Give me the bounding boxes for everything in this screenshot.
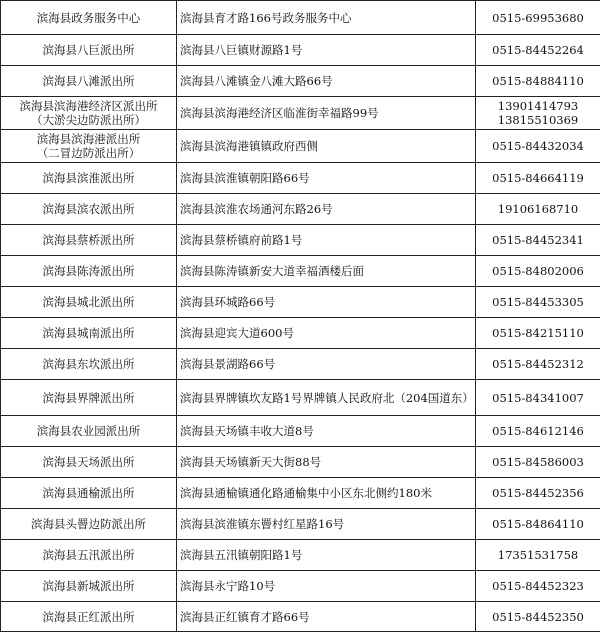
table-row — [1, 130, 600, 163]
address-cell — [177, 509, 476, 540]
table-row — [1, 256, 600, 287]
station-name-cell — [1, 349, 177, 380]
address-cell — [177, 380, 476, 416]
station-name-cell — [1, 97, 177, 130]
station-phone: 0515-84586003 — [479, 455, 597, 469]
address-cell — [177, 130, 476, 163]
phone-cell — [476, 256, 600, 287]
address-cell — [177, 194, 476, 225]
station-phone: 0515-84453305 — [479, 295, 597, 309]
station-name: 滨海县头罾边防派出所 — [4, 517, 173, 531]
station-name: 滨海县农业园派出所 — [4, 424, 173, 438]
station-address: 滨海县天场镇丰收大道8号 — [180, 424, 314, 438]
station-phone: 0515-84432034 — [479, 139, 597, 153]
station-phone: 0515-84215110 — [479, 326, 597, 340]
station-name: 滨海县五汛派出所 — [4, 548, 173, 562]
station-name: 滨海县蔡桥派出所 — [4, 233, 173, 247]
station-address: 滨海县滨淮农场通河东路26号 — [180, 202, 333, 216]
station-name: 滨海县八滩派出所 — [4, 74, 173, 88]
table-row — [1, 97, 600, 130]
station-name-cell — [1, 130, 177, 163]
phone-cell — [476, 287, 600, 318]
table-row — [1, 416, 600, 447]
phone-cell — [476, 447, 600, 478]
address-cell — [177, 35, 476, 66]
station-name-cell — [1, 380, 177, 416]
address-cell — [177, 287, 476, 318]
address-cell — [177, 540, 476, 571]
address-cell — [177, 571, 476, 602]
station-phone-alt: 13815510369 — [479, 113, 597, 127]
phone-cell — [476, 478, 600, 509]
station-address: 滨海县通榆镇通化路通榆集中小区东北侧约180米 — [180, 486, 432, 500]
station-phone: 0515-84864110 — [479, 517, 597, 531]
station-name-cell — [1, 225, 177, 256]
table-body — [1, 1, 600, 632]
station-name-cell — [1, 447, 177, 478]
station-name-cell — [1, 66, 177, 97]
station-name-cell — [1, 318, 177, 349]
station-alt-name: （二冒边防派出所） — [4, 146, 173, 160]
phone-cell — [476, 163, 600, 194]
table-row — [1, 478, 600, 509]
table-row — [1, 509, 600, 540]
station-name: 滨海县滨淮派出所 — [4, 171, 173, 185]
station-address: 滨海县正红镇育才路66号 — [180, 610, 310, 624]
phone-cell — [476, 380, 600, 416]
station-phone: 0515-69953680 — [479, 11, 597, 25]
station-address: 滨海县迎宾大道600号 — [180, 326, 294, 340]
station-address: 滨海县天场镇新天大街88号 — [180, 455, 321, 469]
station-address: 滨海县景湖路66号 — [180, 357, 275, 371]
station-name-cell — [1, 478, 177, 509]
phone-cell — [476, 130, 600, 163]
station-name: 滨海县滨海港经济区派出所 — [4, 99, 173, 113]
address-cell — [177, 225, 476, 256]
station-name-cell — [1, 416, 177, 447]
phone-cell — [476, 571, 600, 602]
station-name: 滨海县界牌派出所 — [4, 391, 173, 405]
phone-cell — [476, 225, 600, 256]
station-phone: 0515-84452356 — [479, 486, 597, 500]
phone-cell — [476, 66, 600, 97]
station-phone: 13901414793 — [479, 99, 597, 113]
table-row — [1, 1, 600, 35]
table-row — [1, 318, 600, 349]
table-row — [1, 447, 600, 478]
station-address: 滨海县永宁路10号 — [180, 579, 275, 593]
station-address: 滨海县滨海港镇镇政府西侧 — [180, 139, 318, 153]
table-row — [1, 225, 600, 256]
station-phone: 19106168710 — [479, 202, 597, 216]
phone-cell — [476, 540, 600, 571]
station-name-cell — [1, 540, 177, 571]
station-address: 滨海县八滩镇金八滩大路66号 — [180, 74, 333, 88]
station-name-cell — [1, 602, 177, 632]
station-phone: 0515-84452323 — [479, 579, 597, 593]
address-cell — [177, 256, 476, 287]
station-address: 滨海县滨海港经济区临淮街幸福路99号 — [180, 106, 379, 120]
phone-cell — [476, 602, 600, 632]
station-name-cell — [1, 287, 177, 318]
table-row — [1, 602, 600, 632]
station-name-cell — [1, 194, 177, 225]
station-name: 滨海县天场派出所 — [4, 455, 173, 469]
station-address: 滨海县蔡桥镇府前路1号 — [180, 233, 302, 247]
table-row — [1, 287, 600, 318]
address-cell — [177, 349, 476, 380]
phone-cell — [476, 349, 600, 380]
station-name: 滨海县东坎派出所 — [4, 357, 173, 371]
station-name: 滨海县滨海港派出所 — [4, 132, 173, 146]
station-phone: 0515-84884110 — [479, 74, 597, 88]
station-name-cell — [1, 509, 177, 540]
station-address: 滨海县育才路166号政务服务中心 — [180, 11, 351, 25]
address-cell — [177, 416, 476, 447]
address-cell — [177, 66, 476, 97]
station-name: 滨海县陈涛派出所 — [4, 264, 173, 278]
station-name: 滨海县正红派出所 — [4, 610, 173, 624]
station-name: 滨海县新城派出所 — [4, 579, 173, 593]
station-address: 滨海县滨淮镇朝阳路66号 — [180, 171, 310, 185]
station-alt-name: （大淤尖边防派出所） — [4, 113, 173, 127]
station-name-cell — [1, 35, 177, 66]
station-name-cell — [1, 256, 177, 287]
table-row — [1, 35, 600, 66]
table-row — [1, 540, 600, 571]
station-address: 滨海县五汛镇朝阳路1号 — [180, 548, 302, 562]
phone-cell — [476, 509, 600, 540]
station-name-cell — [1, 163, 177, 194]
phone-cell — [476, 1, 600, 35]
station-phone: 0515-84452341 — [479, 233, 597, 247]
station-address: 滨海县滨淮镇东罾村红星路16号 — [180, 517, 344, 531]
table-row — [1, 66, 600, 97]
station-address: 滨海县界牌镇坎友路1号界牌镇人民政府北（204国道东） — [180, 391, 474, 405]
address-cell — [177, 447, 476, 478]
phone-cell — [476, 194, 600, 225]
station-phone: 0515-84664119 — [479, 171, 597, 185]
station-name: 滨海县八巨派出所 — [4, 43, 173, 57]
phone-cell — [476, 416, 600, 447]
table-row — [1, 163, 600, 194]
station-name-cell — [1, 571, 177, 602]
station-phone: 0515-84452312 — [479, 357, 597, 371]
table-row — [1, 571, 600, 602]
station-address: 滨海县陈涛镇新安大道幸福酒楼后面 — [180, 264, 364, 278]
station-name: 滨海县政务服务中心 — [4, 11, 173, 25]
phone-cell — [476, 318, 600, 349]
station-phone: 17351531758 — [479, 548, 597, 562]
station-address: 滨海县八巨镇财源路1号 — [180, 43, 302, 57]
address-cell — [177, 163, 476, 194]
address-cell — [177, 97, 476, 130]
station-address: 滨海县环城路66号 — [180, 295, 275, 309]
station-phone: 0515-84341007 — [479, 391, 597, 405]
station-name: 滨海县滨农派出所 — [4, 202, 173, 216]
station-name: 滨海县通榆派出所 — [4, 486, 173, 500]
table-row — [1, 380, 600, 416]
phone-cell — [476, 35, 600, 66]
phone-cell — [476, 97, 600, 130]
table-row — [1, 194, 600, 225]
station-phone: 0515-84802006 — [479, 264, 597, 278]
address-cell — [177, 318, 476, 349]
station-name: 滨海县城北派出所 — [4, 295, 173, 309]
station-name: 滨海县城南派出所 — [4, 326, 173, 340]
address-cell — [177, 602, 476, 632]
station-phone: 0515-84612146 — [479, 424, 597, 438]
table-row — [1, 349, 600, 380]
address-cell — [177, 478, 476, 509]
station-name-cell — [1, 1, 177, 35]
station-phone: 0515-84452264 — [479, 43, 597, 57]
address-cell — [177, 1, 476, 35]
station-phone: 0515-84452350 — [479, 610, 597, 624]
